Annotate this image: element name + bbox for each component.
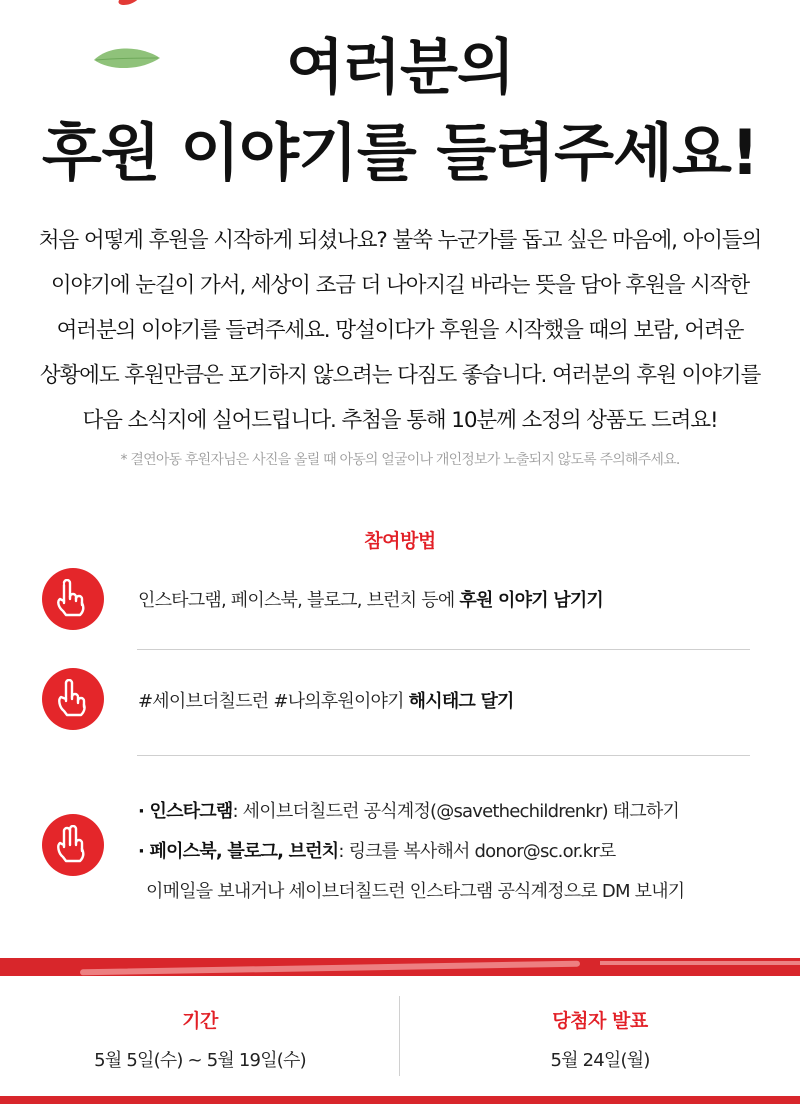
step-3-line-3: 이메일을 보내거나 세이브더칠드런 인스타그램 공식계정으로 DM 보내기 [146, 881, 685, 902]
intro-line: 다음 소식지에 실어드립니다. 추첨을 통해 10분께 소정의 상품도 드려요! [82, 408, 718, 433]
page-title-line2: 후원 이야기를 들려주세요! [41, 116, 759, 189]
hand-two-fingers-icon [42, 668, 104, 730]
intro-text [24, 218, 776, 443]
hand-three-fingers-icon [42, 814, 104, 876]
period-value: 5월 5일(수) ~ 5월 19일(수) [94, 1050, 306, 1071]
winner-value: 5월 24일(월) [550, 1050, 650, 1071]
divider [137, 649, 750, 650]
intro-line: 처음 어떻게 후원을 시작하게 되셨나요? 불쑥 누군가를 돕고 싶은 마음에, 아이들의 [38, 228, 762, 253]
hand-one-finger-icon [42, 568, 104, 630]
step-1-text: 인스타그램, 페이스북, 블로그, 브런치 등에 후원 이야기 남기기 [138, 590, 604, 611]
divider [137, 755, 750, 756]
step-2-text: #세이브더칠드런 #나의후원이야기 해시태그 달기 [138, 691, 514, 712]
step-3-line-2: · 페이스북, 블로그, 브런치: 링크를 복사해서 donor@sc.or.kr로 [138, 841, 616, 862]
intro-line: 여러분의 이야기를 들려주세요. 망설이다가 후원을 시작했을 때의 보람, 어려운 [56, 318, 744, 343]
winner-label: 당첨자 발표 [552, 1010, 648, 1032]
red-band-bottom [0, 1096, 800, 1104]
privacy-note: * 결연아동 후원자님은 사진을 올릴 때 아동의 얼굴이나 개인정보가 노출되지 않도록 주의해주세요. [120, 452, 680, 468]
intro-line: 상황에도 후원만큼은 포기하지 않으려는 다짐도 좋습니다. 여러분의 후원 이야기를 [39, 363, 761, 388]
petal-decoration [117, 0, 141, 7]
winner-info [400, 976, 800, 1096]
period-info [0, 976, 400, 1096]
red-band [0, 958, 800, 976]
step-3-line-1: · 인스타그램: 세이브더칠드런 공식계정(@savethechildrenkr) 태그하기 [138, 801, 680, 822]
intro-line: 이야기에 눈길이 가서, 세상이 조금 더 나아지길 바라는 뜻을 담아 후원을 시작한 [50, 273, 750, 298]
period-label: 기간 [182, 1010, 218, 1032]
page-title-line1: 여러분의 [286, 33, 514, 103]
participation-title: 참여방법 [364, 530, 436, 552]
